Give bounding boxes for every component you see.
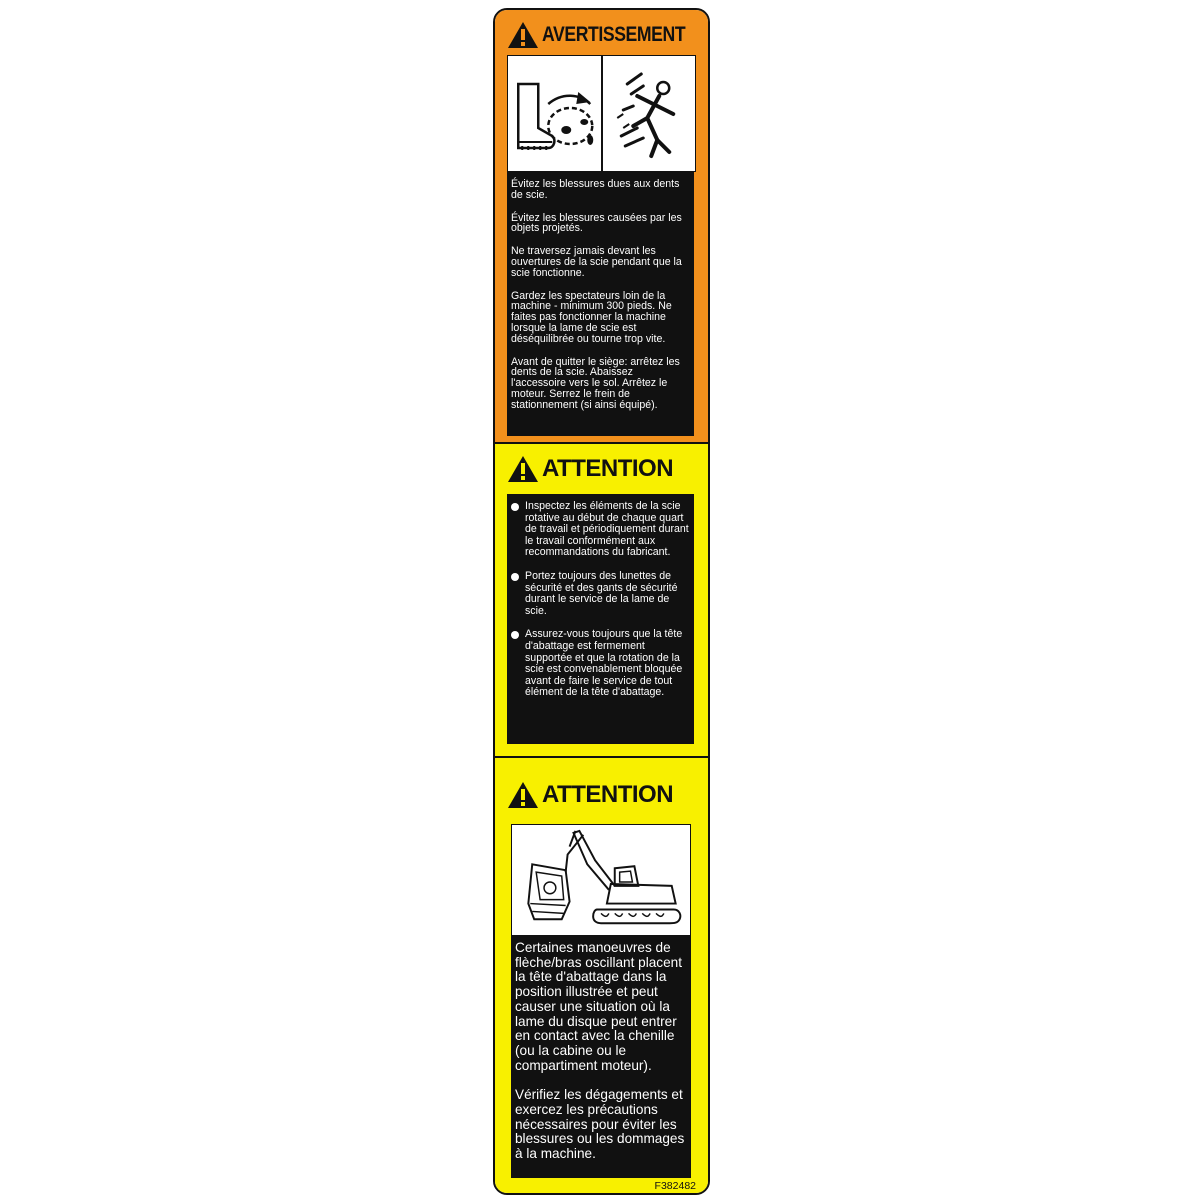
caution-bullet-item — [511, 629, 690, 699]
caution-bullet-item — [511, 571, 690, 617]
caution-bullet-item — [511, 501, 690, 559]
caution-header-1 — [507, 454, 673, 484]
caution-panel-2 — [495, 758, 708, 1193]
alert-triangle-icon — [507, 781, 539, 809]
warning-message-box — [507, 172, 694, 436]
bullet-text: Portez toujours des lunettes de sécurité et des gants de sécurité durant le service de la lame de scie. — [525, 569, 678, 617]
warning-paragraph: Ne traversez jamais devant les ouvertures de la scie pendant que la scie fonctionne. — [511, 245, 682, 279]
warning-paragraph: Gardez les spectateurs loin de la machine - minimum 300 pieds. Ne faites pas fonctionner la machine lorsque la lame de scie est déséquilibrée ou tourne trop vite. — [511, 289, 672, 345]
bullet-text: Inspectez les éléments de la scie rotative au début de chaque quart de travail et périodiquement durant le travail conformément aux recommandations du fabricant. — [525, 500, 689, 559]
caution-signal-word: ATTENTION — [542, 455, 674, 482]
bullet-text: Assurez-vous toujours que la tête d'abattage est fermement supportée et que la rotation de la scie est convenablement bloquée avant de faire le service de tout élément de la tête d'abattage. — [525, 628, 683, 699]
part-number: F382482 — [654, 1180, 696, 1192]
warning-paragraph: Évitez les blessures dues aux dents de scie. — [511, 178, 680, 201]
feller-buncher-icon — [511, 824, 691, 936]
caution-message-box-1 — [507, 494, 694, 744]
safety-decal — [493, 8, 710, 1195]
warning-signal-word: AVERTISSEMENT — [542, 23, 686, 46]
warning-paragraph: Évitez les blessures causées par les objets projetés. — [511, 211, 682, 235]
bullet-dot-icon — [511, 571, 522, 578]
bullet-dot-icon — [511, 629, 522, 636]
thrown-objects-icon — [601, 56, 696, 171]
warning-pictograms — [507, 55, 696, 172]
caution-signal-word: ATTENTION — [542, 781, 674, 808]
caution-header-2 — [507, 780, 673, 810]
warning-panel — [495, 10, 708, 444]
warning-header — [507, 20, 710, 50]
caution-paragraph: Certaines manoeuvres de flèche/bras oscillant placent la tête d'abattage dans la position illustrée et peut causer une situation où la lame du disque peut entrer en contact avec la chenille (ou la cabine ou le compartiment moteur). — [515, 940, 682, 1073]
caution-message-box-2 — [511, 936, 691, 1178]
boot-saw-teeth-icon — [508, 56, 601, 171]
alert-triangle-icon — [507, 21, 539, 49]
bullet-dot-icon — [511, 501, 522, 508]
warning-paragraph: Avant de quitter le siège: arrêtez les dents de la scie. Abaissez l'accessoire vers le sol. Arrêtez le moteur. Serrez le frein de stationnement (si ainsi équipé). — [511, 355, 680, 411]
alert-triangle-icon — [507, 455, 539, 483]
caution-paragraph: Vérifiez les dégagements et exercez les précautions nécessaires pour éviter les blessures ou les dommages à la machine. — [515, 1087, 685, 1162]
caution-panel-1 — [495, 444, 708, 758]
